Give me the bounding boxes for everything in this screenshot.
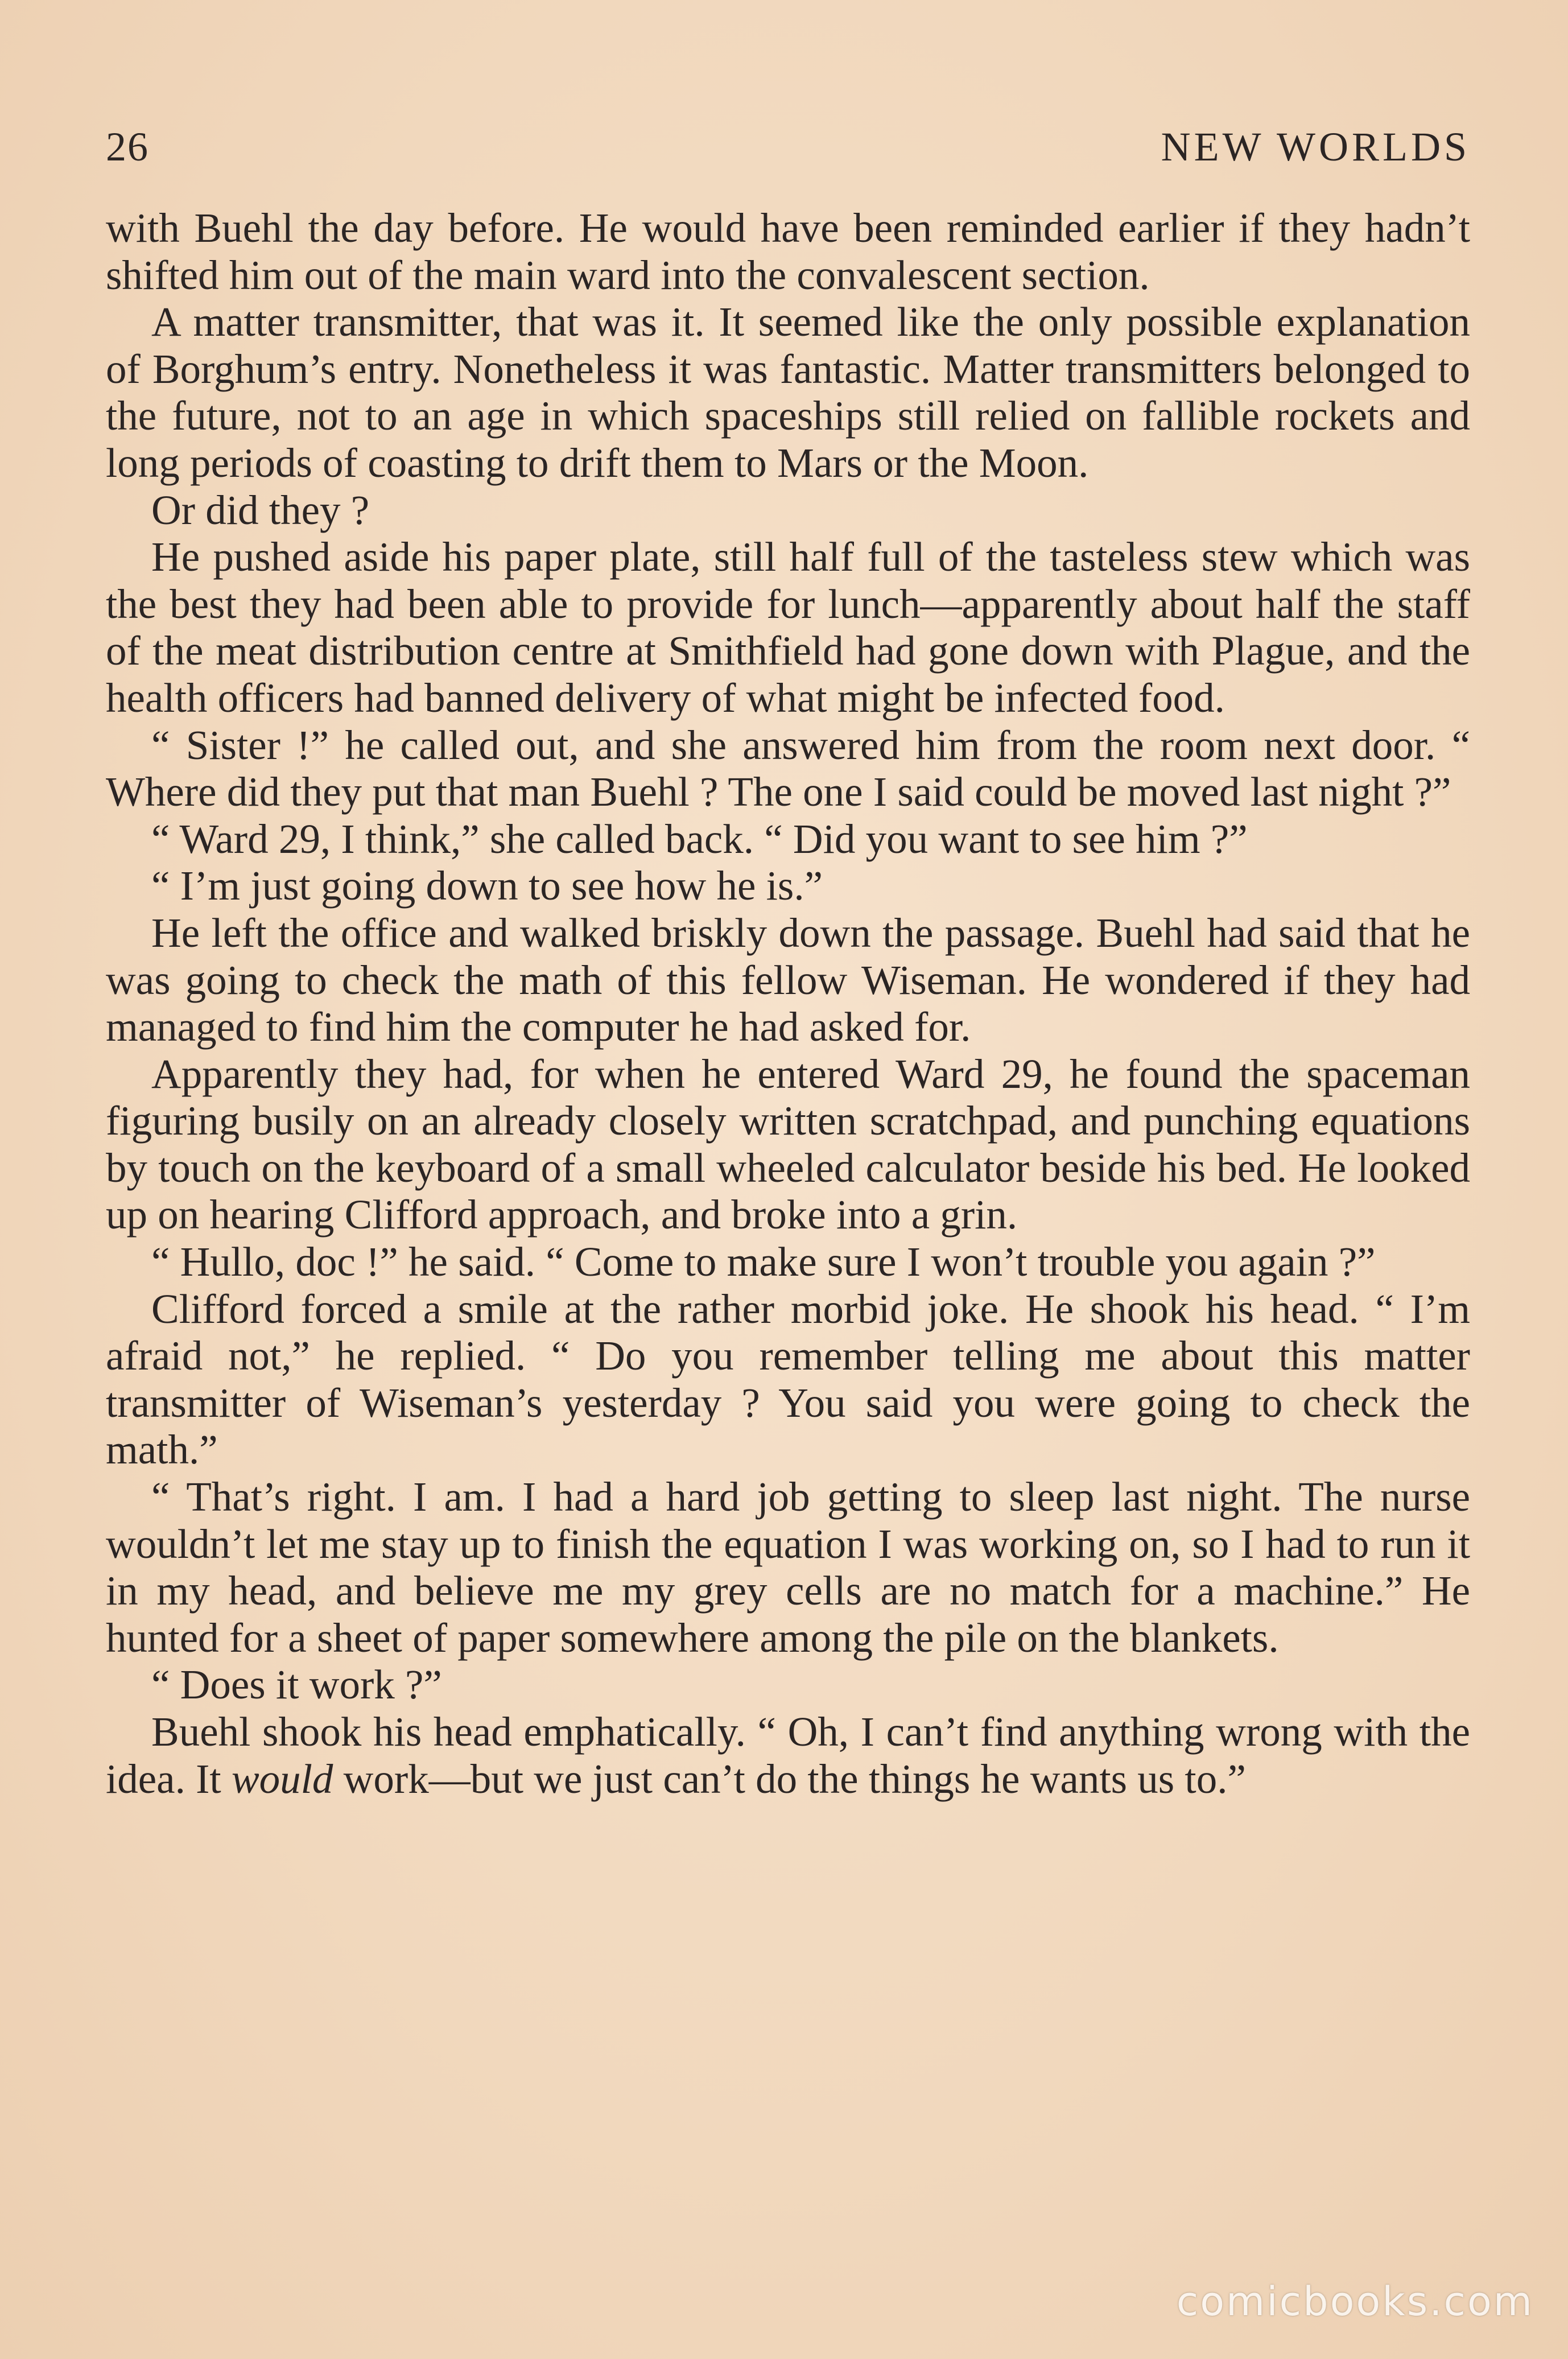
paragraph: with Buehl the day before. He would have been reminded earlier if they hadn’t shifted him out of the main ward into the convalescent section. bbox=[106, 205, 1470, 298]
paragraph-text: Buehl shook his head emphatically. “ Oh, I can’t find anything wrong with the idea. It bbox=[106, 1709, 1470, 1802]
emphasis-text: would bbox=[231, 1755, 333, 1802]
page-number: 26 bbox=[106, 124, 149, 170]
paragraph: “ Hullo, doc !” he said. “ Come to make sure I won’t trouble you again ?” bbox=[151, 1239, 1376, 1285]
paragraph: He pushed aside his paper plate, still half full of the tasteless stew which was the best they had been able to provide for lunch—apparently about half the staff of the meat distribution centre at Smithfield had gone down with Plague, and the health officers had banned delivery of what might be infected food. bbox=[106, 534, 1470, 721]
paragraph: Clifford forced a smile at the rather morbid joke. He shook his head. “ I’m afraid not,” he replied. “ Do you remember telling me about this matter transmitter of Wiseman’s yesterday ? You said you were going to check the math.” bbox=[106, 1285, 1470, 1473]
paragraph: “ Sister !” he called out, and she answered him from the room next door. “ Where did they put that man Buehl ? The one I said could be moved last night ?” bbox=[106, 721, 1470, 815]
paragraph: “ That’s right. I am. I had a hard job getting to sleep last night. The nurse wouldn’t let me stay up to finish the equation I was working on, so I had to run it in my head, and believe me my grey cells are no match for a machine.” He hunted for a sheet of paper somewhere among the pile on the blankets. bbox=[106, 1474, 1470, 1661]
body-text bbox=[106, 205, 1470, 1803]
watermark: comicbooks.com bbox=[1176, 2278, 1534, 2325]
paragraph: A matter transmitter, that was it. It seemed like the only possible explanation of Borghum’s entry. Nonetheless it was fantastic. Matter transmitters belonged to the future, not to an age in which spaceships still relied on fallible rockets and long periods of coasting to drift them to Mars or the Moon. bbox=[106, 299, 1470, 486]
paragraph: Apparently they had, for when he entered Ward 29, he found the spaceman figuring busily on an already closely written scratchpad, and punching equations by touch on the keyboard of a small wheeled calculator beside his bed. He looked up on hearing Clifford approach, and broke into a grin. bbox=[106, 1050, 1470, 1238]
running-head: NEW WORLDS bbox=[1161, 124, 1470, 170]
paragraph-last bbox=[106, 1709, 1470, 1803]
page-header bbox=[106, 108, 1470, 171]
paragraph: “ Does it work ?” bbox=[151, 1661, 442, 1708]
paragraph: “ I’m just going down to see how he is.” bbox=[151, 863, 823, 909]
paragraph: Or did they ? bbox=[151, 486, 370, 533]
paragraph: “ Ward 29, I think,” she called back. “ Did you want to see him ?” bbox=[151, 815, 1248, 862]
paragraph-text: work—but we just can’t do the things he wants us to.” bbox=[333, 1755, 1246, 1802]
paragraph: He left the office and walked briskly down the passage. Buehl had said that he was going to check the math of this fellow Wiseman. He wondered if they had managed to find him the computer he had asked for. bbox=[106, 909, 1470, 1050]
